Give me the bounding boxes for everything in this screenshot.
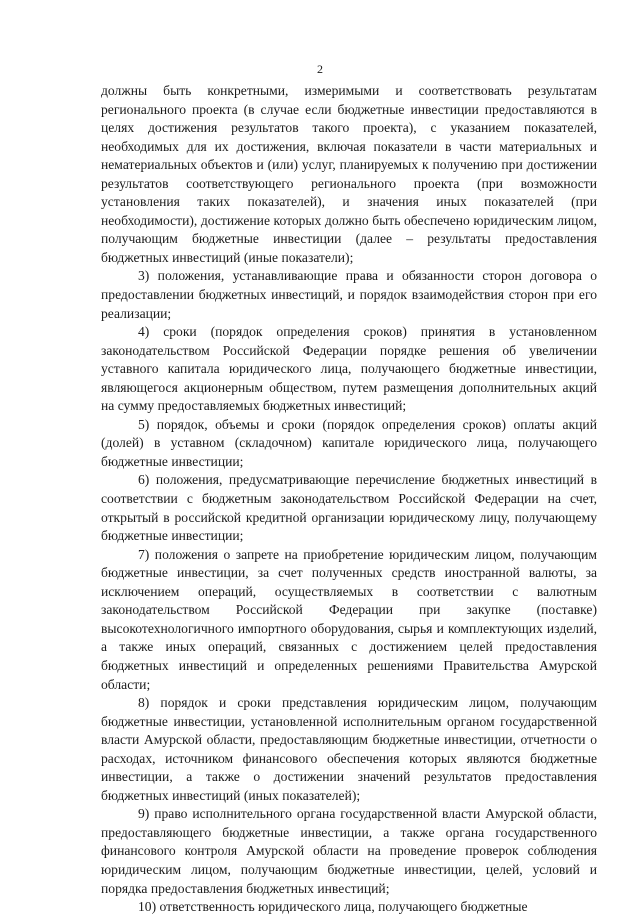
- paragraph-item-5: 5) порядок, объемы и сроки (порядок определения сроков) оплаты акций (долей) в уставном (складочном) капитале юридического лица, получающего бюджетные инвестиции;: [101, 416, 597, 469]
- paragraph-item-7: 7) положения о запрете на приобретение юридическим лицом, получающим бюджетные инвестиции, за счет полученных средств иностранной валюты, за исключением операций, осуществляемых в соответствии с валютным законодательством Российской Федерации при закупке (поставке) высокотехнологичного импортного оборудования, сырья и комплектующих изделий, а также иных операций, связанных с достижением целей предоставления бюджетных инвестиций и определенных решениями Правительства Амурской области;: [101, 546, 597, 692]
- paragraph-item-10: 10) ответственность юридического лица, получающего бюджетные: [138, 899, 528, 915]
- paragraph-item-6: 6) положения, предусматривающие перечисление бюджетных инвестиций в соответствии с бюджетным законодательством Российской Федерации на счет, открытый в российской кредитной организации юридическому лицу, получающему бюджетные инвестиции;: [101, 472, 597, 544]
- paragraph-item-9: 9) право исполнительного органа государственной власти Амурской области, предоставляющего бюджетные инвестиции, а также органа государственного финансового контроля Амурской области на проведение проверок соблюдения юридическим лицом, получающим бюджетные инвестиции, целей, условий и порядка предоставления бюджетных инвестиций;: [101, 806, 597, 896]
- document-body: [101, 82, 597, 917]
- paragraph-continuation: должны быть конкретными, измеримыми и соответствовать результатам регионального проекта (в случае если бюджетные инвестиции предоставляются в целях достижения результатов такого проекта), с указанием показателей, необходимых для их достижения, включая показатели в части материальных и нематериальных объектов и (или) услуг, планируемых к получению при достижении результатов соответствующего регионального проекта (при возможности установления таких показателей), и значения иных показателей (при необходимости), достижение которых должно быть обеспечено юридическим лицом, получающим бюджетные инвестиции (далее – результаты предоставления бюджетных инвестиций (иные показатели);: [101, 83, 597, 265]
- paragraph-item-3: 3) положения, устанавливающие права и обязанности сторон договора о предоставлении бюджетных инвестиций, и порядок взаимодействия сторон при его реализации;: [101, 268, 597, 321]
- paragraph-item-4: 4) сроки (порядок определения сроков) принятия в установленном законодательством Российской Федерации порядке решения об увеличении уставного капитала юридического лица, получающего бюджетные инвестиции, являющегося акционерным обществом, путем размещения дополнительных акций на сумму предоставляемых бюджетных инвестиций;: [101, 324, 597, 414]
- page-number: 2: [317, 62, 323, 76]
- paragraph-item-8: 8) порядок и сроки представления юридическим лицом, получающим бюджетные инвестиции, установленной исполнительным органом государственной власти Амурской области, предоставляющим бюджетные инвестиции, отчетности о расходах, источником финансового обеспечения которых являются бюджетные инвестиции, а также о достижении значений результатов предоставления бюджетных инвестиций (иных показателей);: [101, 695, 597, 803]
